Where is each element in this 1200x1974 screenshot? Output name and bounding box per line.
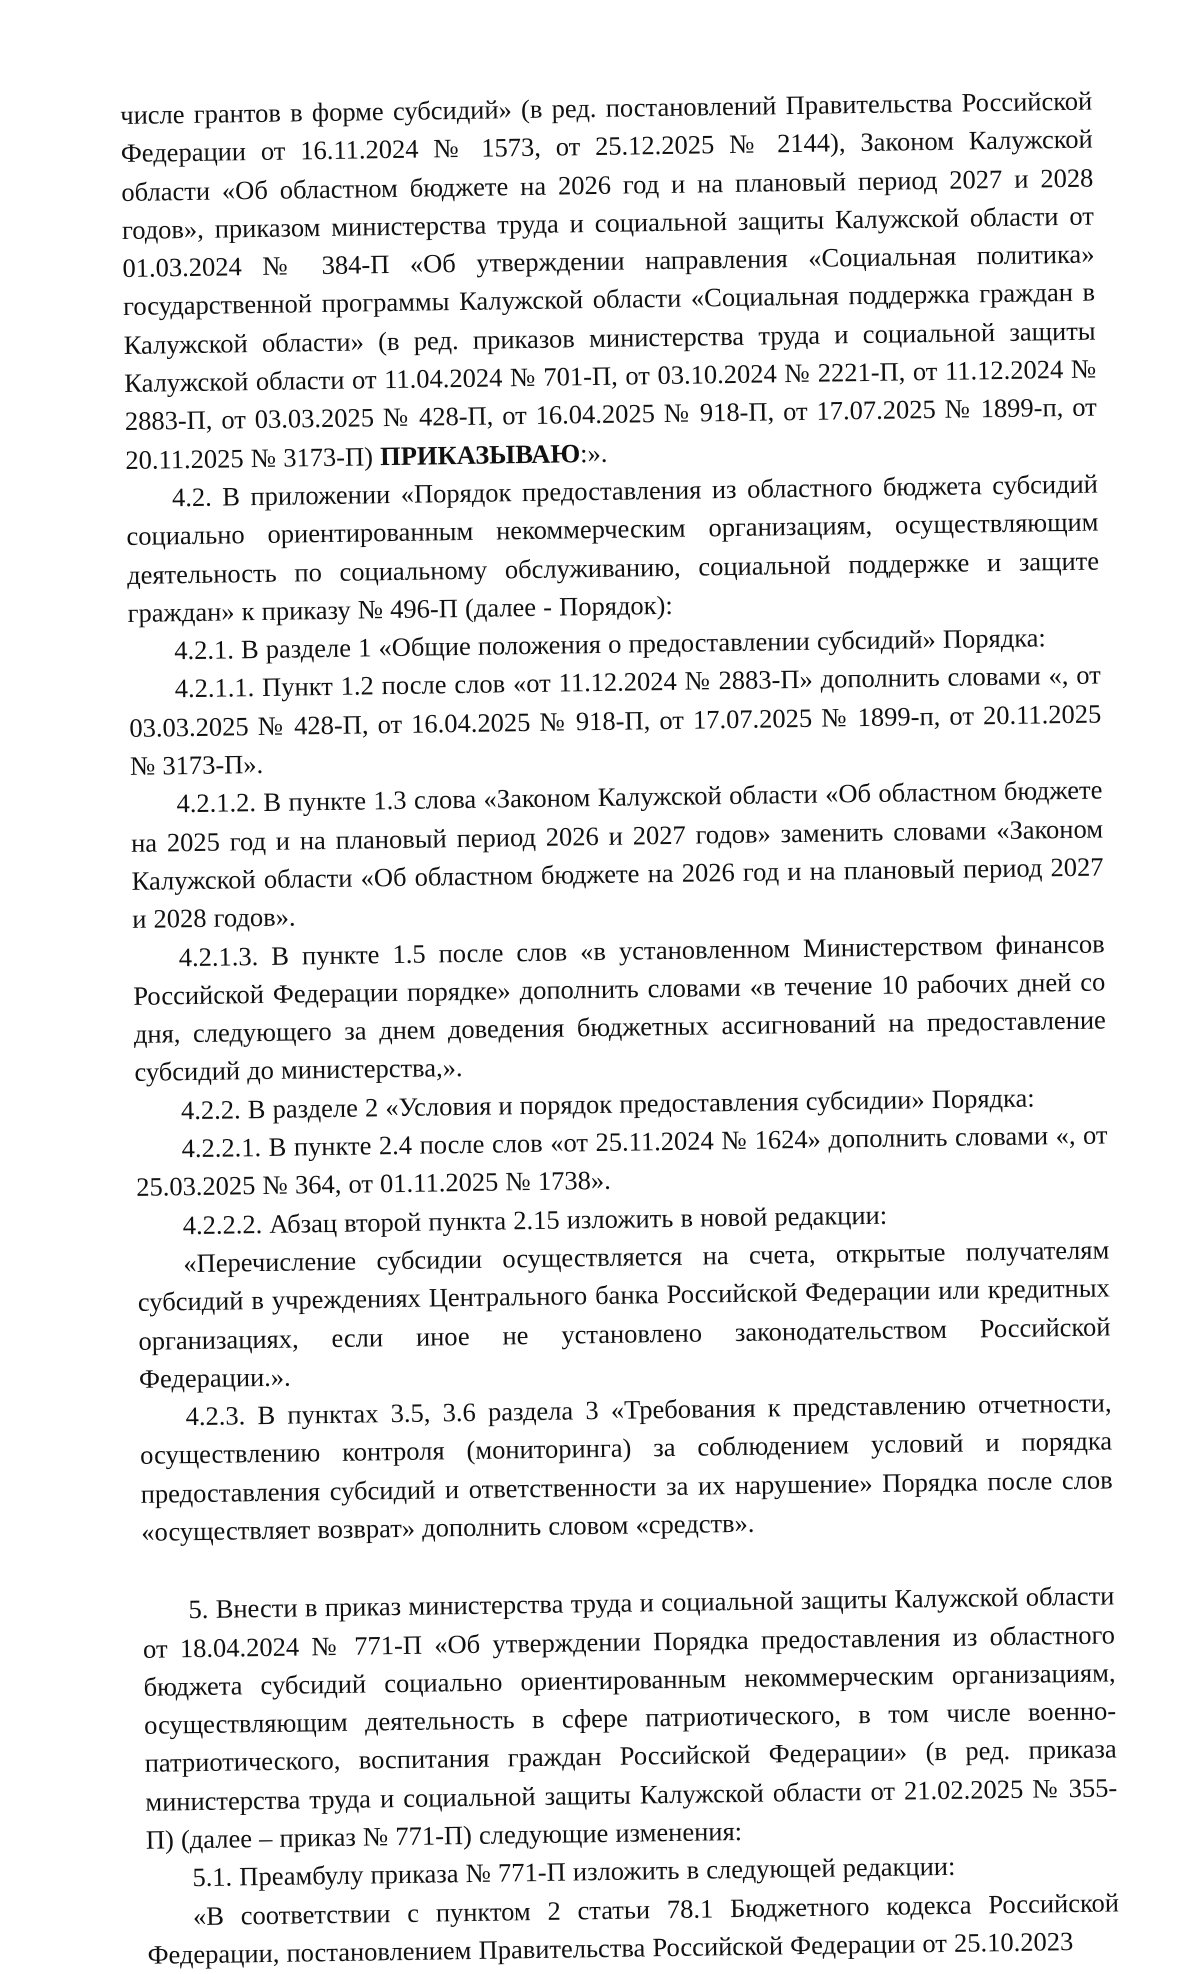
paragraph-text-end: :». xyxy=(579,437,608,468)
paragraph-4-2: 4.2. В приложении «Порядок предоставления из областного бюджета субсидий социально ориентированным некоммерческим организациям, осуществляющим деятельность по социальному обслуживанию, социальной поддержке и защите граждан» к приказу № 496-П (далее - Порядок): xyxy=(126,468,1100,628)
paragraph-5: 5. Внести в приказ министерства труда и социальной защиты Калужской области от 18.04.2024 № 771-П «Об утверждении Порядка предоставления из областного бюджета субсидий социально ориентированным некоммерческим организациям, осуществляющим деятельность в сфере патриотического, в том числе военно-патриотического, воспитания граждан Российской Федерации» (в ред. приказа министерства труда и социальной защиты Калужской области от 21.02.2025 № 355-П) (далее – приказ № 771-П) следующие изменения: xyxy=(142,1580,1118,1855)
paragraph-4-2-2-2: 4.2.2.2. Абзац второй пункта 2.15 изложить в новой редакции: xyxy=(182,1199,888,1240)
paragraph-4-2-2-1: 4.2.2.1. В пункте 2.4 после слов «от 25.11.2024 № 1624» дополнить словами «, от 25.03.2025 № 364, от 01.11.2025 № 1738». xyxy=(135,1119,1108,1203)
paragraph-quote-preamble: «В соответствии с пунктом 2 статьи 78.1 Бюджетного кодекса Российской Федерации, постановлением Правительства Российской Федерации от 25.10.2023 xyxy=(147,1887,1120,1970)
document-body xyxy=(120,82,1120,1974)
order-keyword: ПРИКАЗЫВАЮ xyxy=(379,437,581,471)
paragraph-preamble-continuation xyxy=(120,82,1098,479)
paragraph-text: числе грантов в форме субсидий» (в ред. постановлений Правительства Российской Федерации от 16.11.2024 № 1573, от 25.12.2025 № 2144), Законом Калужской области «Об областном бюджете на 2026 год и на плановый период 2027 и 2028 годов», приказом министерства труда и социальной защиты Калужской области от 01.03.2024 № 384-П «Об утверждении направления «Социальная политика» государственной программы Калужской области «Социальная поддержка граждан в Калужской области» (в ред. приказов министерства труда и социальной защиты Калужской области от 11.04.2024 № 701-П, от 03.10.2024 № 2221-П, от 11.12.2024 № 2883-П, от 03.03.2025 № 428-П, от 16.04.2025 № 918-П, от 17.07.2025 № 1899-п, от 20.11.2025 № 3173-П) xyxy=(120,85,1097,475)
paragraph-4-2-3: 4.2.3. В пунктах 3.5, 3.6 раздела 3 «Требования к представлению отчетности, осуществлению контроля (мониторинга) за соблюдением условий и порядка предоставления субсидий и ответственности за их нарушение» Порядка после слов «осуществляет возврат» дополнить словом «средств». xyxy=(139,1387,1113,1547)
paragraph-4-2-1-2: 4.2.1.2. В пункте 1.3 слова «Законом Калужской области «Об областном бюджете на 2025 год и на плановый период 2026 и 2027 годов» заменить словами «Законом Калужской области «Об областном бюджете на 2026 год и на плановый период 2027 и 2028 годов». xyxy=(130,774,1104,935)
paragraph-quote-subsidy-transfer: «Перечисление субсидии осуществляется на счета, открытые получателям субсидий в учреждениях Центрального банка Российской Федерации или кредитных организациях, если иное не установлено законодательством Российской Федерации.». xyxy=(137,1234,1111,1394)
paragraph-5-1: 5.1. Преамбулу приказа № 771-П изложить в следующей редакции: xyxy=(192,1851,956,1893)
paragraph-4-2-1: 4.2.1. В разделе 1 «Общие положения о предоставлении субсидий» Порядка: xyxy=(174,622,1047,666)
paragraph-4-2-1-1: 4.2.1.1. Пункт 1.2 после слов «от 11.12.2024 № 2883-П» дополнить словами «, от 03.03.2025 № 428-П, от 16.04.2025 № 918-П, от 17.07.2025 № 1899-п, от 20.11.2025 № 3173-П». xyxy=(129,659,1102,781)
paragraph-4-2-2: 4.2.2. В разделе 2 «Условия и порядок предоставления субсидии» Порядка: xyxy=(180,1082,1035,1125)
paragraph-4-2-1-3: 4.2.1.3. В пункте 1.5 после слов «в установленном Министерством финансов Российской Федерации порядке» дополнить словами «в течение 10 рабочих дней со дня, следующего за днем доведения бюджетных ассигнований на предоставление субсидий до министерства,». xyxy=(133,928,1107,1088)
